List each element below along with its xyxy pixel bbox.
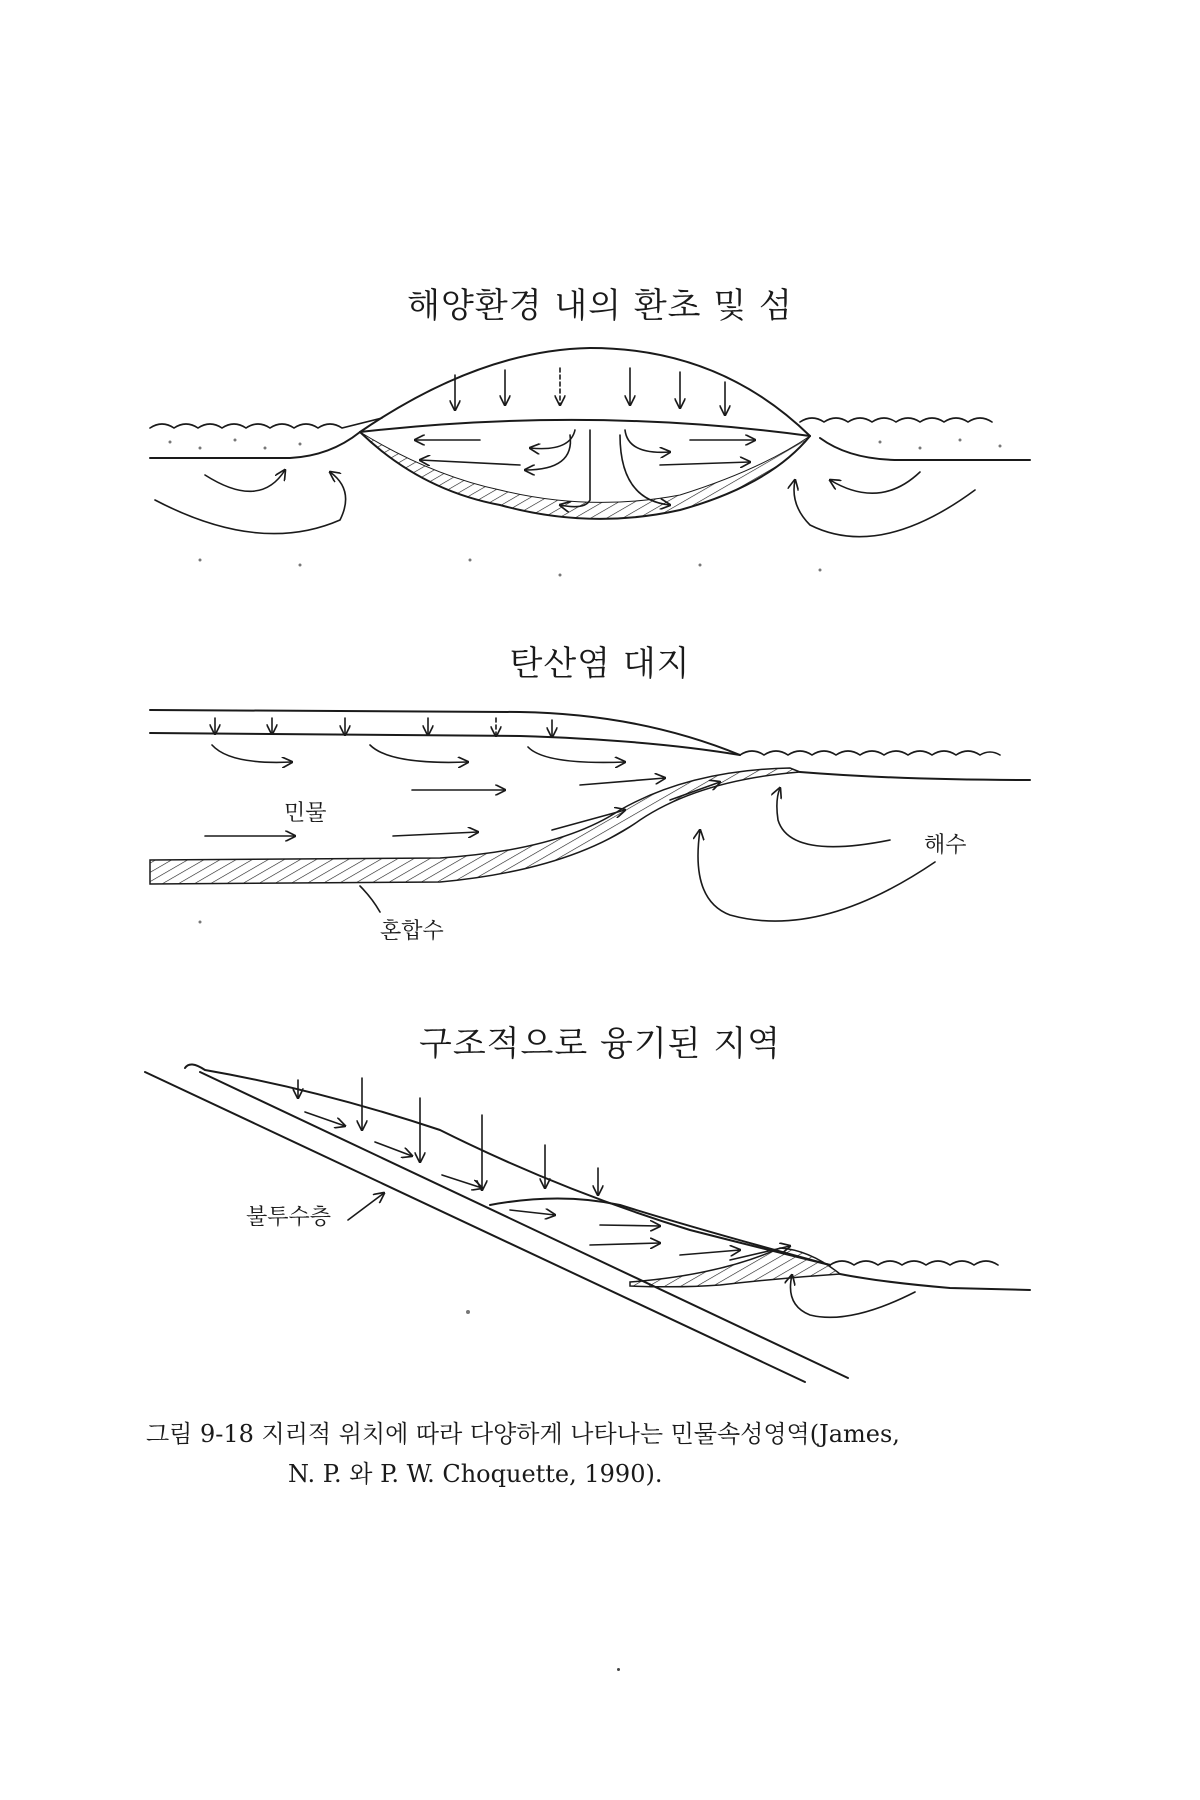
sea-wave-right <box>800 418 992 422</box>
aquitard-label: 불투수층 <box>246 1205 332 1230</box>
platform-seawater-arrows <box>698 788 935 921</box>
platform-diagram <box>0 700 1200 960</box>
platform-sea-wave <box>740 751 1000 755</box>
water-table <box>360 420 810 436</box>
fresh-water-label: 민물 <box>284 801 327 826</box>
uplift-land-surface <box>185 1064 830 1265</box>
mixing-leader <box>360 886 380 912</box>
caption-line-1: 그림 9-18 지리적 위치에 따라 다양하게 나타나는 민물속성영역(James, <box>146 1420 900 1448</box>
platform-mixing-zone <box>150 768 800 884</box>
uplift-mixing-zone <box>630 1248 840 1287</box>
aquitard-top <box>145 1072 805 1382</box>
mixed-water-label: 혼합수 <box>380 919 444 944</box>
platform-panel-title: 탄산염 대지 <box>509 644 691 684</box>
platform-water-table <box>150 733 740 755</box>
atoll-panel-title: 해양환경 내의 환초 및 섬 <box>407 286 793 326</box>
sea-water-label: 해수 <box>924 833 967 858</box>
uplift-sea-wave <box>830 1261 998 1265</box>
page-speck <box>617 1668 620 1671</box>
platform-flow-arrows <box>205 745 720 836</box>
mixing-zone <box>360 432 810 519</box>
land-surface <box>150 710 740 755</box>
sea-wave-left <box>150 418 382 428</box>
atoll-diagram <box>0 360 1200 600</box>
recharge-arrows <box>455 368 725 415</box>
sea-base-right <box>820 438 1030 460</box>
sea-base-left <box>150 432 360 458</box>
uplift-seawater-arrow <box>790 1275 915 1317</box>
caption-line-2: N. P. 와 P. W. Choquette, 1990). <box>288 1460 663 1488</box>
island-surface <box>360 348 810 436</box>
uplift-panel-title: 구조적으로 융기된 지역 <box>418 1024 782 1064</box>
figure-caption <box>146 1414 1066 1494</box>
platform-sea-base <box>800 772 1030 780</box>
aquitard-leader <box>348 1193 384 1220</box>
uplift-diagram <box>0 1060 1200 1390</box>
uplift-sea-base <box>840 1274 1030 1290</box>
